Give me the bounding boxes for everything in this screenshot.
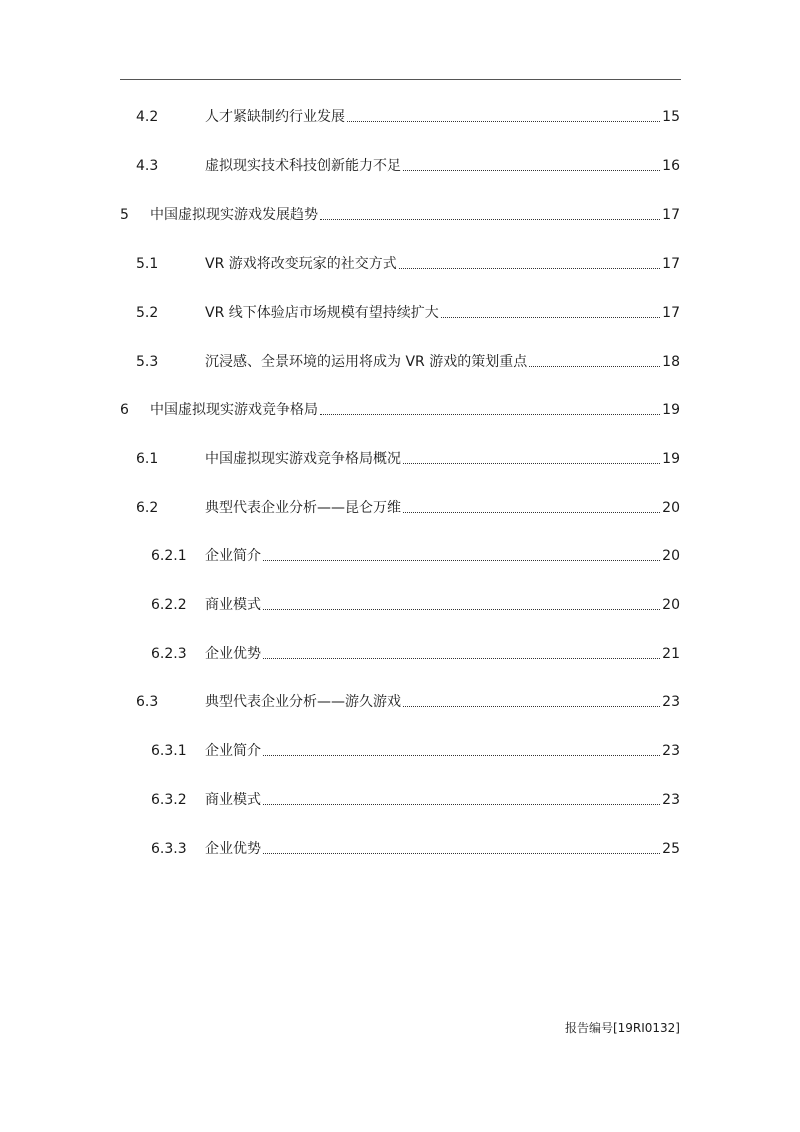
toc-page-number: 15 xyxy=(662,109,680,125)
toc-entry[interactable] xyxy=(0,594,800,616)
toc-title: 中国虚拟现实游戏竞争格局概况 xyxy=(205,451,401,467)
toc-dot-leader xyxy=(263,658,660,659)
toc-number: 5 xyxy=(120,207,129,223)
toc-page-number: 23 xyxy=(662,694,680,710)
toc-number: 5.3 xyxy=(136,354,159,370)
toc-dot-leader xyxy=(263,853,660,854)
toc-entry[interactable] xyxy=(0,643,800,665)
toc-page-number: 23 xyxy=(662,743,680,759)
toc-dot-leader xyxy=(320,414,660,415)
toc-dot-leader xyxy=(347,121,660,122)
toc-dot-leader xyxy=(529,366,660,367)
toc-title: 商业模式 xyxy=(205,597,261,613)
toc-number: 6.2 xyxy=(136,500,159,516)
toc-title: 人才紧缺制约行业发展 xyxy=(205,109,345,125)
toc-entry[interactable] xyxy=(0,545,800,567)
toc-dot-leader xyxy=(320,219,660,220)
toc-entry[interactable] xyxy=(0,740,800,762)
toc-entry[interactable] xyxy=(0,399,800,421)
toc-number: 6.3 xyxy=(136,694,159,710)
toc-title: 商业模式 xyxy=(205,792,261,808)
toc-page-number: 20 xyxy=(662,597,680,613)
toc-dot-leader xyxy=(403,170,660,171)
toc-entry[interactable] xyxy=(0,789,800,811)
toc-number: 6.2.1 xyxy=(151,548,187,564)
toc-number: 5.2 xyxy=(136,305,159,321)
toc-page-number: 17 xyxy=(662,207,680,223)
toc-title: 中国虚拟现实游戏竞争格局 xyxy=(150,402,318,418)
toc-page-number: 17 xyxy=(662,305,680,321)
toc-dot-leader xyxy=(403,463,660,464)
toc-number: 4.3 xyxy=(136,158,159,174)
toc-dot-leader xyxy=(263,755,660,756)
toc-dot-leader xyxy=(263,804,660,805)
toc-entry[interactable] xyxy=(0,497,800,519)
toc-title: 企业简介 xyxy=(205,548,261,564)
toc-dot-leader xyxy=(403,706,660,707)
toc-dot-leader xyxy=(263,560,660,561)
toc-page-number: 23 xyxy=(662,792,680,808)
toc-page-number: 16 xyxy=(662,158,680,174)
toc-entry[interactable] xyxy=(0,691,800,713)
toc-entry[interactable] xyxy=(0,253,800,275)
toc-page-number: 20 xyxy=(662,548,680,564)
toc-number: 6.2.3 xyxy=(151,646,187,662)
toc-title: 典型代表企业分析——游久游戏 xyxy=(205,694,401,710)
toc-page-number: 19 xyxy=(662,402,680,418)
toc-number: 6.3.1 xyxy=(151,743,187,759)
toc-page-number: 25 xyxy=(662,841,680,857)
header-rule xyxy=(120,79,681,80)
toc-title: 企业优势 xyxy=(205,841,261,857)
toc-entry[interactable] xyxy=(0,838,800,860)
toc-title: 典型代表企业分析——昆仑万维 xyxy=(205,500,401,516)
toc-entry[interactable] xyxy=(0,351,800,373)
toc-number: 6.1 xyxy=(136,451,159,467)
toc-page-number: 18 xyxy=(662,354,680,370)
toc-page-number: 19 xyxy=(662,451,680,467)
toc-dot-leader xyxy=(403,512,660,513)
toc-number: 6.3.3 xyxy=(151,841,187,857)
toc-entry[interactable] xyxy=(0,155,800,177)
toc-page-number: 21 xyxy=(662,646,680,662)
toc-number: 6.3.2 xyxy=(151,792,187,808)
toc-dot-leader xyxy=(263,609,660,610)
toc-number: 4.2 xyxy=(136,109,159,125)
toc-number: 6 xyxy=(120,402,129,418)
toc-page-number: 20 xyxy=(662,500,680,516)
toc-title: 沉浸感、全景环境的运用将成为 VR 游戏的策划重点 xyxy=(205,354,528,370)
report-number-footer: 报告编号[19RI0132] xyxy=(564,1021,680,1035)
toc-title: 中国虚拟现实游戏发展趋势 xyxy=(150,207,318,223)
toc-entry[interactable] xyxy=(0,204,800,226)
toc-number: 6.2.2 xyxy=(151,597,187,613)
toc-dot-leader xyxy=(441,317,660,318)
toc-title: 企业优势 xyxy=(205,646,261,662)
toc-entry[interactable] xyxy=(0,302,800,324)
toc-number: 5.1 xyxy=(136,256,159,272)
toc-entry[interactable] xyxy=(0,106,800,128)
toc-entry[interactable] xyxy=(0,448,800,470)
toc-title: VR 线下体验店市场规模有望持续扩大 xyxy=(205,305,439,321)
toc-title: 企业简介 xyxy=(205,743,261,759)
toc-title: 虚拟现实技术科技创新能力不足 xyxy=(205,158,401,174)
toc-page-number: 17 xyxy=(662,256,680,272)
toc-title: VR 游戏将改变玩家的社交方式 xyxy=(205,256,397,272)
toc-dot-leader xyxy=(399,268,660,269)
